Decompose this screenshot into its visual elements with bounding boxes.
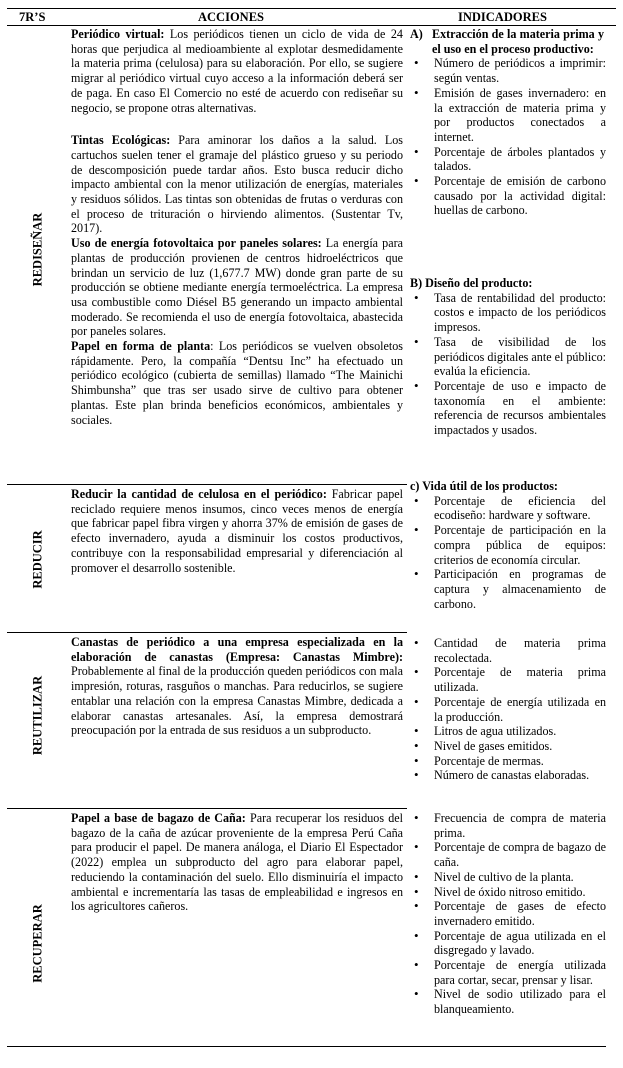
row-divider-3: [7, 808, 407, 809]
action-text: : Los periódicos se vuelven obsoletos rápidamente. Pero, la compañía “Dentsu Inc” ha efectuado un periódico ecológico (cubierta de semillas) llamado “The Mainichi Shimbunsha” que tras ser usado sirve de cultivo para obtener plantas. Este plan brinda beneficios económicos, ambientales y sociales.: [71, 339, 403, 427]
indicator-item: • Porcentaje de uso e impacto de taxonomía en el ambiente: referencia de recursos ambientales impactados y usados.: [410, 379, 606, 438]
indicators-section-a: [410, 27, 606, 218]
indicator-item: • Litros de agua utilizados.: [410, 724, 606, 739]
indicator-item: • Participación en programas de captura y almacenamiento de carbono.: [410, 567, 606, 611]
table-top-border: [7, 8, 616, 9]
action-title: Canastas de periódico a una empresa especializada en la elaboración de canastas (Empresa: Canastas Mimbre):: [71, 635, 403, 664]
indicator-item: • Tasa de rentabilidad del producto: costos e impacto de los periódicos impresos.: [410, 291, 606, 335]
action-text: Probablemente al final de la producción queden periódicos con mala impresión, roturas, rasguños o manchas. Para reducirlos, se sugiere entablar una relación con la empresa Canastas Mimbre, dedicada a elaborar canastas artesanales. Así, la empresa demostrará preocupación por la entrada de sus residuos a un subproducto.: [71, 664, 403, 738]
indicator-item: • Número de periódicos a imprimir: según ventas.: [410, 56, 606, 85]
indicator-item: • Nivel de sodio utilizado para el blanqueamiento.: [410, 987, 606, 1016]
action-text: Para aminorar los daños a la salud. Los cartuchos suelen tener el gramaje del plástico grueso y su periodo de descomposición puede tardar años. Esto busca reducir dicho impacto ambiental con la menor utilización de energías, materiales y residuos sólidos. Las tintas son obtenidas de frutas o verduras con el proceso de trituración o hirviendo alimentos. (Sustentar Tv, 2017).: [71, 133, 403, 236]
section-title-text: Extracción de la materia prima y el uso en el proceso productivo:: [432, 27, 604, 56]
table-bottom-border: [7, 1046, 606, 1047]
indicator-item: • Número de canastas elaboradas.: [410, 768, 606, 783]
action-title: Papel en forma de planta: [71, 339, 211, 354]
action-text: Fabricar papel reciclado requiere menos insumos, cinco veces menos de energía que fabricar papel fibra virgen y ahorra 37% de emisión de gases de efecto invernadero, ayuda a disminuir los costos productivos, contribuye con la responsabilidad empresarial y diferenciación al promover el desarrollo sostenible.: [71, 487, 404, 575]
indicator-item: • Nivel de cultivo de la planta.: [410, 870, 606, 885]
actions-reutilizar: [71, 635, 403, 738]
action-paragraph: [71, 236, 403, 339]
row-label-redisenar: REDISEÑAR: [30, 212, 45, 287]
action-title: Periódico virtual:: [71, 27, 165, 41]
actions-reducir: [71, 487, 403, 575]
action-paragraph: [71, 133, 403, 236]
indicator-item: • Porcentaje de materia prima utilizada.: [410, 665, 606, 694]
indicators-recuperar: [410, 811, 606, 1017]
header-acciones: ACCIONES: [198, 10, 264, 24]
indicator-item: • Porcentaje de eficiencia del ecodiseño: hardware y software.: [410, 494, 606, 523]
indicator-list: [410, 291, 606, 438]
indicator-item: • Porcentaje de compra de bagazo de caña.: [410, 840, 606, 869]
indicator-item: • Nivel de óxido nitroso emitido.: [410, 885, 606, 900]
actions-redisenar: [71, 27, 403, 427]
action-paragraph: [71, 339, 403, 427]
header-indicadores: INDICADORES: [458, 10, 547, 24]
section-title: B) Diseño del producto:: [410, 276, 533, 290]
action-paragraph: [71, 487, 403, 575]
indicator-item: • Nivel de gases emitidos.: [410, 739, 606, 754]
action-text: La energía para plantas de producción provienen de centros hidroeléctricos que brindan un servicio de luz (1,677.7 MW) donde gran parte de su producción se obtiene mediante energía termoeléctrica. La empresa usa combustible como Diésel B5 generando un impacto ambiental moderado. Se recomienda el uso de energía fotovoltaica, abastecida por paneles solares.: [71, 236, 403, 339]
action-title: Uso de energía fotovoltaica por paneles solares:: [71, 236, 322, 251]
header-7rs: 7R’S: [19, 10, 46, 24]
section-title: [410, 27, 606, 56]
indicator-item: • Emisión de gases invernadero: en la extracción de materia prima y por productos conectados a internet.: [410, 86, 606, 145]
indicator-list: [410, 636, 606, 783]
indicator-list: [410, 494, 606, 612]
indicator-list: [410, 56, 606, 218]
action-text: Para recuperar los residuos del bagazo de la caña de azúcar proveniente de la empresa Perú Caña para producir el papel. De manera análoga, el Diario El Espectador (2022) emplea un subproducto del agro para elaborar papel, reduciendo la contaminación del suelo. Ello disminuiría el impacto ambiental e incrementaría las tasas de empleabilidad e ingresos en los agricultores cañeros.: [71, 811, 403, 914]
indicator-item: • Porcentaje de energía utilizada en la producción.: [410, 695, 606, 724]
indicators-section-b: [410, 276, 606, 438]
row-label-reutilizar: REUTILIZAR: [30, 675, 45, 756]
indicators-reutilizar: [410, 636, 606, 783]
action-paragraph: [71, 811, 403, 914]
row-label-recuperar: RECUPERAR: [30, 904, 45, 983]
indicator-item: • Cantidad de materia prima recolectada.: [410, 636, 606, 665]
indicator-item: • Porcentaje de gases de efecto invernadero emitido.: [410, 899, 606, 928]
indicator-list: [410, 811, 606, 1017]
action-title: Papel a base de bagazo de Caña:: [71, 811, 246, 825]
action-title: Reducir la cantidad de celulosa en el periódico:: [71, 487, 327, 501]
section-title: c) Vida útil de los productos:: [410, 479, 558, 493]
action-title: Tintas Ecológicas:: [71, 133, 171, 148]
indicators-section-c: [410, 479, 606, 611]
indicator-item: • Porcentaje de emisión de carbono causado por la actividad digital: huellas de carbono.: [410, 174, 606, 218]
indicator-item: • Porcentaje de árboles plantados y talados.: [410, 145, 606, 174]
indicator-item: • Frecuencia de compra de materia prima.: [410, 811, 606, 840]
indicator-item: • Porcentaje de participación en la compra pública de equipos: criterios de economía circular.: [410, 523, 606, 567]
section-letter: A): [410, 27, 423, 41]
action-paragraph: [71, 27, 403, 115]
action-text: Los periódicos tienen un ciclo de vida de 24 horas que perjudica al medioambiente al explotar desmedidamente la materia prima (celulosa) para su elaboración. Por ello, se sugiere migrar al periódico virtual cuyo acceso a la información deberá ser de paga. En caso El Comercio no esté de acuerdo con rediseñar su negocio, se propone otras alternativas.: [71, 27, 403, 115]
action-paragraph: [71, 635, 403, 738]
actions-recuperar: [71, 811, 403, 914]
indicator-item: • Porcentaje de energía utilizada para cortar, secar, prensar y lisar.: [410, 958, 606, 987]
header-bottom-border: [7, 25, 616, 26]
row-divider-1: [7, 484, 407, 485]
row-divider-2: [7, 632, 407, 633]
row-label-reducir: REDUCIR: [30, 530, 45, 589]
indicator-item: • Porcentaje de agua utilizada en el disgregado y lavado.: [410, 929, 606, 958]
indicator-item: • Tasa de visibilidad de los periódicos digitales ante el público: evalúa la eficiencia.: [410, 335, 606, 379]
indicator-item: • Porcentaje de mermas.: [410, 754, 606, 769]
